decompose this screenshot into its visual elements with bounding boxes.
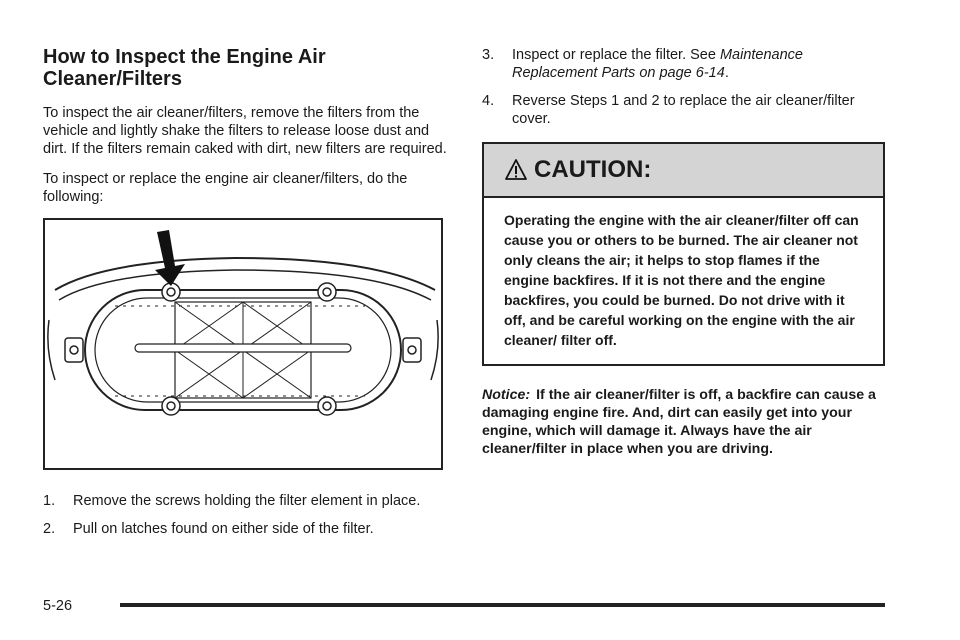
notice-label: Notice: [482,387,531,403]
air-cleaner-illustration [43,218,443,470]
warning-triangle-icon [504,158,528,182]
list-item: 1. Remove the screws holding the filter element in place. [43,493,421,509]
caution-box [482,142,885,366]
caution-title: CAUTION: [534,156,652,183]
intro-paragraph: To inspect the air cleaner/filters, remove the filters from the vehicle and lightly shake the filters to release loose dust and dirt. If the filters remain caked with dirt, new filters are required. [43,105,447,157]
caution-text: Operating the engine with the air cleaner/filter off can cause you or others to be burned. The air cleaner not only cleans the air; it helps to stop flames if the engine backfires. If it is not there and the engine backfires, you could be burned. Do not drive with it off, and be careful working on the engine with the air cleaner/ filter off. [504,212,859,348]
left-column [43,46,448,548]
notice-text: If the air cleaner/filter is off, a backfire can cause a damaging engine fire. And, dirt can easily get into your engine, which will damage it. Always have the air cleaner/filter in place when you are driving. [482,387,876,457]
right-column [482,46,885,458]
cross-reference-link[interactable]: Maintenance Replacement Parts on page 6-14 [512,47,803,81]
list-item: 2. Pull on latches found on either side of the filter. [43,521,374,537]
page-number: 5-26 [43,598,73,614]
list-item: 3. Inspect or replace the filter. See Maintenance Replacement Parts on page 6-14. [482,47,803,81]
list-item: 4. Reverse Steps 1 and 2 to replace the air cleaner/filter cover. [482,93,855,127]
caution-header [484,144,883,198]
steps-list-left [43,492,448,538]
section-heading: How to Inspect the Engine Air Cleaner/Filters [43,46,326,90]
steps-list-right [482,46,885,128]
footer-rule [120,603,885,607]
instruction-paragraph: To inspect or replace the engine air cleaner/filters, do the following: [43,171,408,205]
notice-paragraph [482,386,885,458]
air-cleaner-drawing [45,220,441,468]
